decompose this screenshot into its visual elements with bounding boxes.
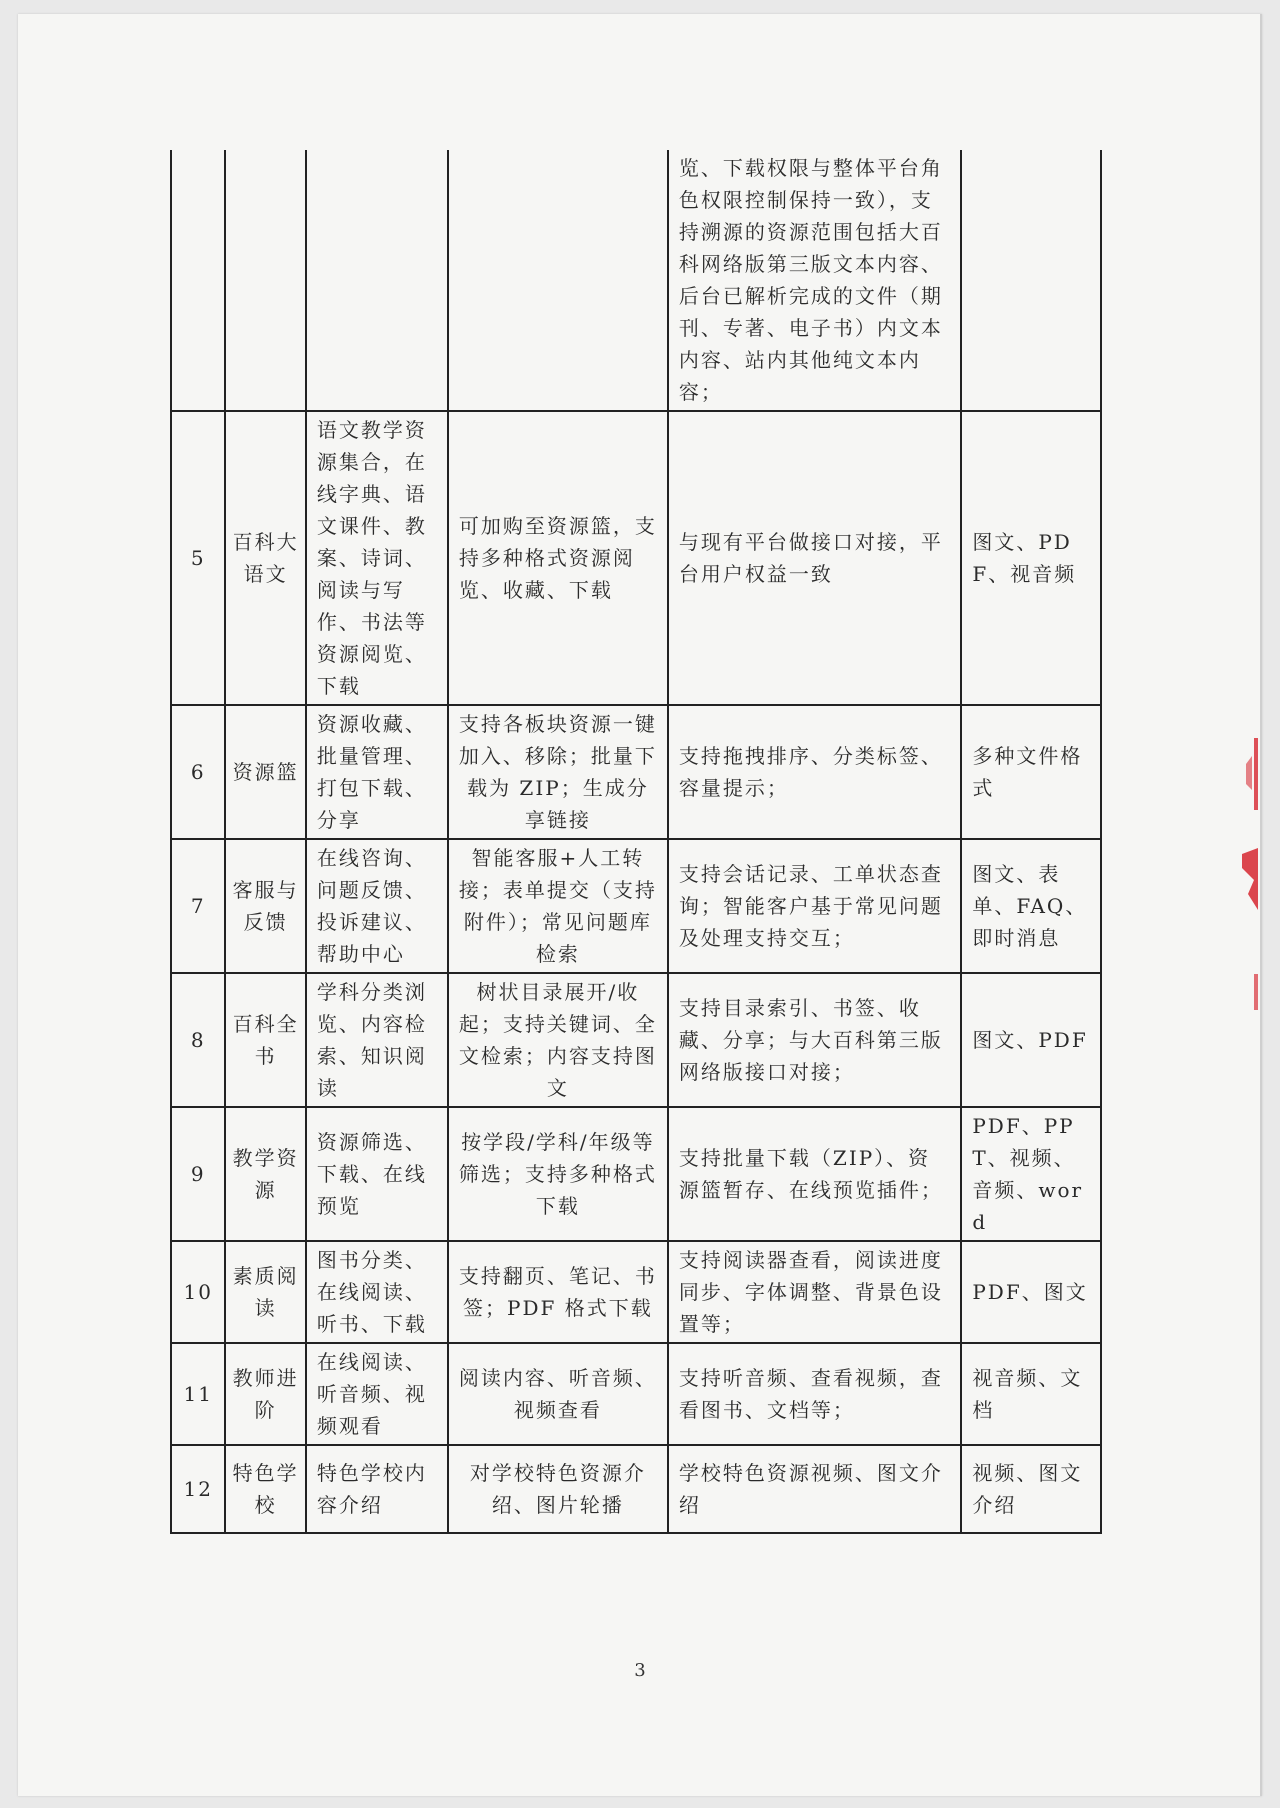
seal-stamp-fragment-icon bbox=[1240, 734, 1260, 814]
module-function: 阅读内容、听音频、视频查看 bbox=[448, 1343, 668, 1445]
table-row bbox=[171, 1107, 1101, 1241]
module-requirement: 支持听音频、查看视频，查看图书、文档等； bbox=[668, 1343, 961, 1445]
document-page bbox=[18, 14, 1262, 1796]
row-number: 10 bbox=[171, 1241, 225, 1343]
row-number: 12 bbox=[171, 1445, 225, 1533]
module-name: 特色学校 bbox=[225, 1445, 305, 1533]
module-function: 支持各板块资源一键加入、移除；批量下载为 ZIP；生成分享链接 bbox=[448, 705, 668, 839]
module-requirement: 支持会话记录、工单状态查询；智能客户基于常见问题及处理支持交互； bbox=[668, 839, 961, 973]
module-function: 支持翻页、笔记、书签；PDF 格式下载 bbox=[448, 1241, 668, 1343]
row-number: 7 bbox=[171, 839, 225, 973]
module-format: PDF、PPT、视频、音频、word bbox=[961, 1107, 1101, 1241]
table-row bbox=[171, 705, 1101, 839]
page-number: 3 bbox=[634, 1660, 646, 1681]
module-description: 资源筛选、下载、在线预览 bbox=[306, 1107, 448, 1241]
table-row bbox=[171, 1445, 1101, 1533]
table-row bbox=[171, 411, 1101, 705]
module-requirement: 支持批量下载（ZIP）、资源篮暂存、在线预览插件； bbox=[668, 1107, 961, 1241]
module-description bbox=[306, 150, 448, 411]
module-description: 学科分类浏览、内容检索、知识阅读 bbox=[306, 973, 448, 1107]
module-requirement: 支持目录索引、书签、收藏、分享；与大百科第三版网络版接口对接； bbox=[668, 973, 961, 1107]
seal-stamp-fragment-icon bbox=[1240, 844, 1260, 914]
table-row bbox=[171, 1241, 1101, 1343]
module-name: 教学资源 bbox=[225, 1107, 305, 1241]
row-number: 6 bbox=[171, 705, 225, 839]
module-name: 教师进阶 bbox=[225, 1343, 305, 1445]
module-requirement: 学校特色资源视频、图文介绍 bbox=[668, 1445, 961, 1533]
row-number: 9 bbox=[171, 1107, 225, 1241]
module-function bbox=[448, 150, 668, 411]
module-format: 图文、表单、FAQ、即时消息 bbox=[961, 839, 1101, 973]
module-description: 语文教学资源集合，在线字典、语文课件、教案、诗词、阅读与写作、书法等资源阅览、下载 bbox=[306, 411, 448, 705]
seal-stamp-fragment-icon bbox=[1240, 972, 1260, 1012]
module-format: 图文、PDF bbox=[961, 973, 1101, 1107]
module-requirement: 支持拖拽排序、分类标签、容量提示； bbox=[668, 705, 961, 839]
row-number: 11 bbox=[171, 1343, 225, 1445]
row-number bbox=[171, 150, 225, 411]
module-function: 可加购至资源篮，支持多种格式资源阅览、收藏、下载 bbox=[448, 411, 668, 705]
module-format: 多种文件格式 bbox=[961, 705, 1101, 839]
module-format: 视频、图文介绍 bbox=[961, 1445, 1101, 1533]
table-row bbox=[171, 839, 1101, 973]
module-description: 在线咨询、问题反馈、投诉建议、帮助中心 bbox=[306, 839, 448, 973]
module-requirement: 支持阅读器查看，阅读进度同步、字体调整、背景色设置等； bbox=[668, 1241, 961, 1343]
module-format: 图文、PDF、视音频 bbox=[961, 411, 1101, 705]
module-requirement: 与现有平台做接口对接，平台用户权益一致 bbox=[668, 411, 961, 705]
module-name bbox=[225, 150, 305, 411]
module-name: 素质阅读 bbox=[225, 1241, 305, 1343]
module-function: 对学校特色资源介绍、图片轮播 bbox=[448, 1445, 668, 1533]
module-name: 百科全书 bbox=[225, 973, 305, 1107]
module-format: 视音频、文档 bbox=[961, 1343, 1101, 1445]
module-name: 资源篮 bbox=[225, 705, 305, 839]
module-function: 树状目录展开/收起；支持关键词、全文检索；内容支持图文 bbox=[448, 973, 668, 1107]
module-requirement: 览、下载权限与整体平台角色权限控制保持一致），支持溯源的资源范围包括大百科网络版第三版文本内容、后台已解析完成的文件（期刊、专著、电子书）内文本内容、站内其他纯文本内容； bbox=[668, 150, 961, 411]
row-number: 5 bbox=[171, 411, 225, 705]
row-number: 8 bbox=[171, 973, 225, 1107]
module-format: PDF、图文 bbox=[961, 1241, 1101, 1343]
module-description: 图书分类、在线阅读、听书、下载 bbox=[306, 1241, 448, 1343]
module-description: 在线阅读、听音频、视频观看 bbox=[306, 1343, 448, 1445]
requirements-table bbox=[170, 150, 1102, 1534]
module-format bbox=[961, 150, 1101, 411]
module-function: 按学段/学科/年级等筛选；支持多种格式下载 bbox=[448, 1107, 668, 1241]
module-name: 百科大语文 bbox=[225, 411, 305, 705]
module-description: 特色学校内容介绍 bbox=[306, 1445, 448, 1533]
table-row bbox=[171, 1343, 1101, 1445]
table-row bbox=[171, 150, 1101, 411]
module-name: 客服与反馈 bbox=[225, 839, 305, 973]
module-description: 资源收藏、批量管理、打包下载、分享 bbox=[306, 705, 448, 839]
module-function: 智能客服+人工转接；表单提交（支持附件）；常见问题库检索 bbox=[448, 839, 668, 973]
table-row bbox=[171, 973, 1101, 1107]
